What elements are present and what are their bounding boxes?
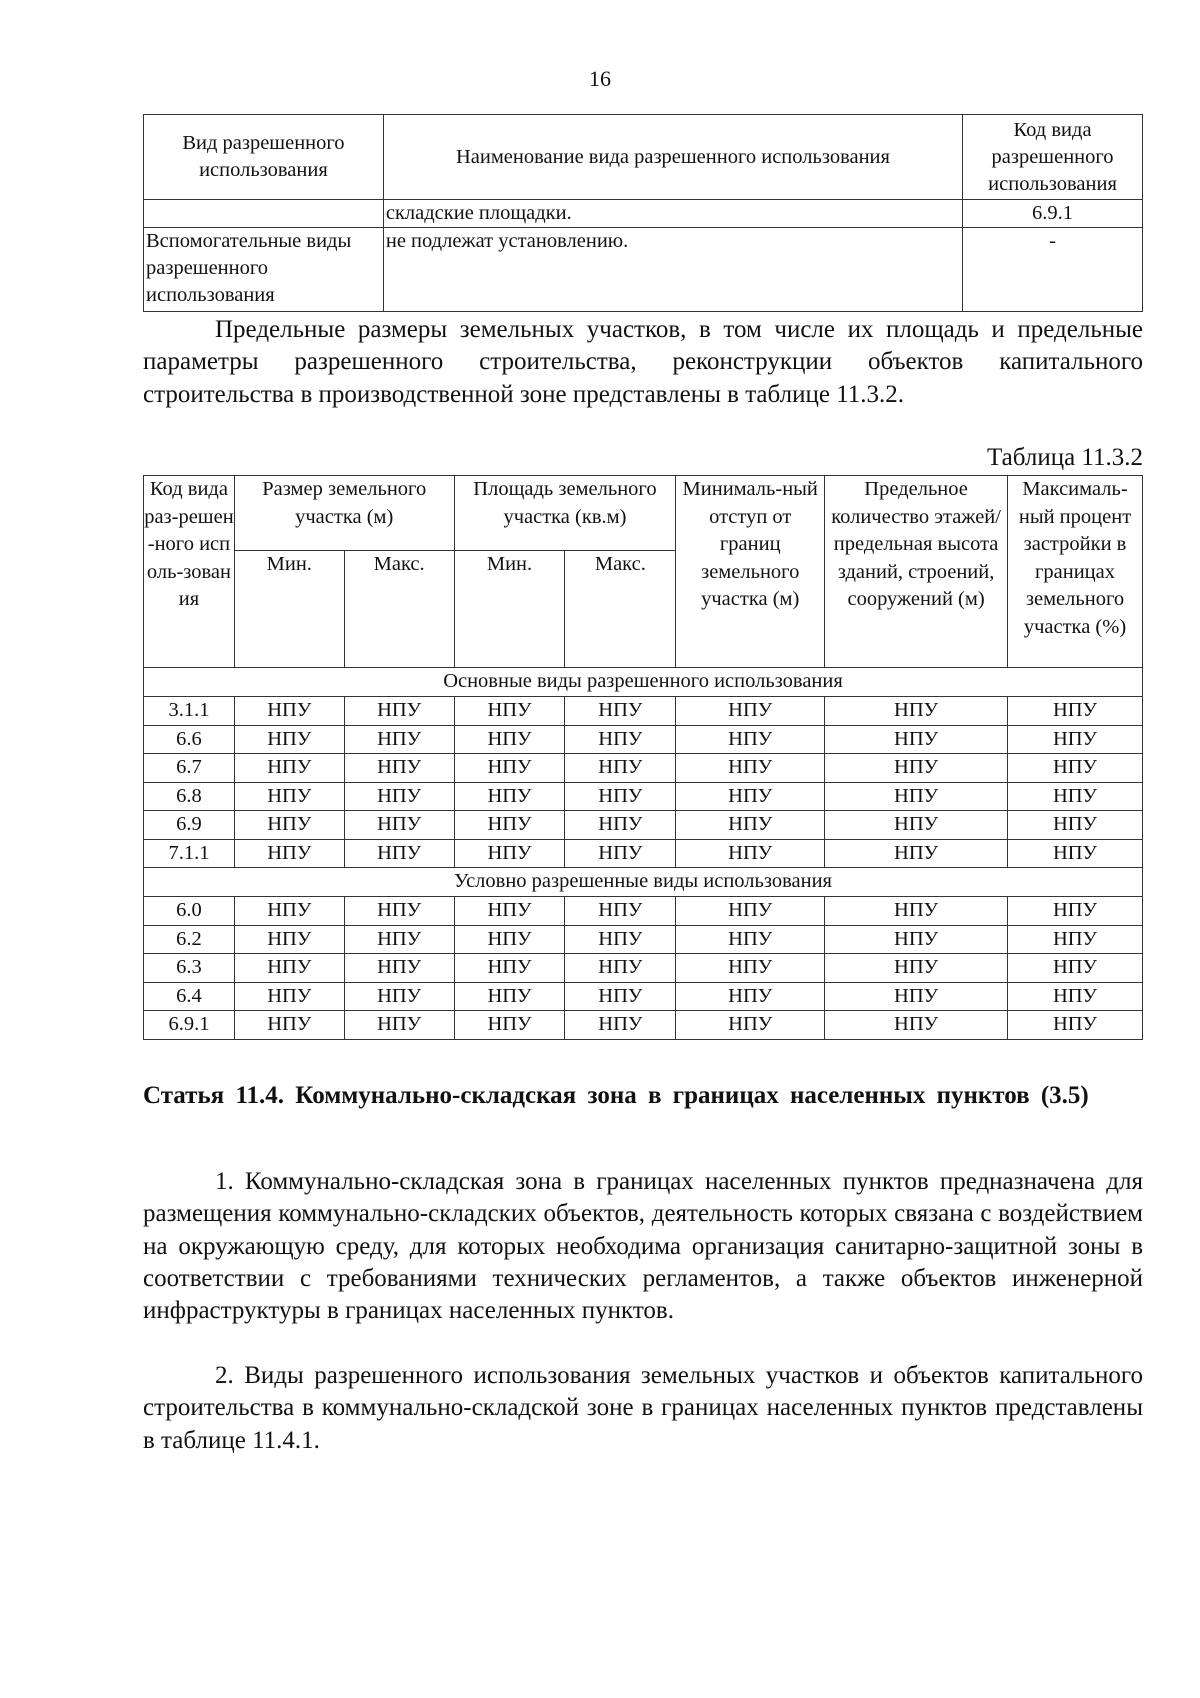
cell: НПУ: [344, 754, 454, 783]
cell: 6.0: [144, 897, 235, 926]
header-plot-size: Размер земельного участка (м): [234, 476, 454, 551]
table-row: [144, 839, 1143, 868]
cell: НПУ: [344, 925, 454, 954]
cell: НПУ: [454, 982, 565, 1011]
cell: НПУ: [234, 782, 344, 811]
cell: НПУ: [565, 954, 676, 983]
cell: НПУ: [1008, 982, 1143, 1011]
table-row: [144, 228, 1143, 312]
cell: 6.2: [144, 925, 235, 954]
cell: НПУ: [565, 782, 676, 811]
cell-name: не подлежат установлению.: [383, 228, 962, 312]
cell: НПУ: [676, 697, 825, 726]
cell: НПУ: [344, 897, 454, 926]
cell: НПУ: [676, 754, 825, 783]
cell: НПУ: [565, 697, 676, 726]
cell: НПУ: [825, 954, 1008, 983]
header-size-max: Макс.: [344, 551, 454, 668]
section-row-main: [144, 668, 1143, 697]
article-title: Статья 11.4. Коммунально-складская зона в границах населенных пунктов (3.5): [143, 1082, 1089, 1109]
cell: НПУ: [565, 839, 676, 868]
cell: НПУ: [344, 1011, 454, 1040]
cell: 6.6: [144, 725, 235, 754]
cell: НПУ: [454, 725, 565, 754]
cell: НПУ: [825, 897, 1008, 926]
cell: 3.1.1: [144, 697, 235, 726]
cell: НПУ: [454, 697, 565, 726]
table-caption: Таблица 11.3.2: [987, 444, 1143, 471]
header-setback: Минималь-ный отступ от границ земельного участка (м): [676, 476, 825, 668]
header-use-code: Код вида разрешенного использования: [963, 115, 1143, 200]
cell: НПУ: [454, 954, 565, 983]
header-area-max: Макс.: [565, 551, 676, 668]
cell: НПУ: [454, 811, 565, 840]
table-row: [144, 982, 1143, 1011]
cell: НПУ: [1008, 954, 1143, 983]
table-row: [144, 754, 1143, 783]
cell: НПУ: [565, 811, 676, 840]
cell: НПУ: [825, 697, 1008, 726]
cell: НПУ: [825, 1011, 1008, 1040]
cell: НПУ: [1008, 782, 1143, 811]
section-row-conditional: [144, 868, 1143, 897]
cell: НПУ: [1008, 754, 1143, 783]
cell: НПУ: [825, 811, 1008, 840]
cell: НПУ: [1008, 697, 1143, 726]
cell: НПУ: [825, 925, 1008, 954]
header-size-min: Мин.: [234, 551, 344, 668]
cell: НПУ: [825, 782, 1008, 811]
paragraph-zone-purpose: 1. Коммунально-складская зона в границах населенных пунктов предназначена для размещения коммунально-складских объектов, деятельность которых связана с воздействием на окружающую среду, для которых необходима организация санитарно-защитной зоны в соответствии с требованиями технических регламентов, а также объектов инженерной инфраструктуры в границах населенных пунктов.: [143, 1168, 1143, 1325]
cell: НПУ: [1008, 1011, 1143, 1040]
cell: НПУ: [825, 982, 1008, 1011]
cell: НПУ: [234, 925, 344, 954]
cell: НПУ: [344, 811, 454, 840]
table-row: [144, 782, 1143, 811]
header-area-min: Мин.: [454, 551, 565, 668]
cell: НПУ: [454, 925, 565, 954]
permitted-use-table: [143, 114, 1143, 312]
cell: НПУ: [676, 982, 825, 1011]
cell: НПУ: [454, 754, 565, 783]
cell: НПУ: [454, 897, 565, 926]
cell: 6.9.1: [144, 1011, 235, 1040]
cell: НПУ: [676, 925, 825, 954]
table-row: [144, 925, 1143, 954]
cell: НПУ: [234, 697, 344, 726]
cell: 6.8: [144, 782, 235, 811]
cell: НПУ: [344, 982, 454, 1011]
header-use-kind: Вид разрешенного использования: [144, 115, 384, 200]
cell: НПУ: [676, 954, 825, 983]
cell: НПУ: [1008, 925, 1143, 954]
cell-kind: [144, 200, 384, 228]
header-coverage: Максималь-ный процент застройки в границах земельного участка (%): [1008, 476, 1143, 668]
cell: 6.4: [144, 982, 235, 1011]
cell: НПУ: [1008, 811, 1143, 840]
cell: НПУ: [825, 754, 1008, 783]
cell: НПУ: [344, 839, 454, 868]
page-number: 16: [589, 66, 611, 91]
cell: НПУ: [565, 897, 676, 926]
paragraph-limits: Предельные размеры земельных участков, в том числе их площадь и предельные параметры разрешенного строительства, реконструкции объектов капитального строительства в производственной зоне представлены в таблице 11.3.2.: [143, 316, 1143, 408]
cell: НПУ: [676, 811, 825, 840]
cell: НПУ: [234, 811, 344, 840]
cell: НПУ: [234, 982, 344, 1011]
table-row: [144, 200, 1143, 228]
table-row: [144, 897, 1143, 926]
cell: 6.9: [144, 811, 235, 840]
cell: НПУ: [676, 725, 825, 754]
cell: НПУ: [1008, 839, 1143, 868]
header-code: Код вида раз-решен-ного исполь-зования: [144, 476, 235, 668]
cell: НПУ: [565, 1011, 676, 1040]
cell: НПУ: [454, 1011, 565, 1040]
section-main-label: Основные виды разрешенного использования: [144, 668, 1143, 697]
cell: НПУ: [234, 725, 344, 754]
cell: НПУ: [234, 839, 344, 868]
cell: НПУ: [676, 1011, 825, 1040]
cell-code: 6.9.1: [963, 200, 1143, 228]
cell: НПУ: [565, 725, 676, 754]
section-conditional-label: Условно разрешенные виды использования: [144, 868, 1143, 897]
cell-kind: Вспомогательные виды разрешенного использования: [144, 228, 384, 312]
cell: НПУ: [344, 725, 454, 754]
table-row: [144, 954, 1143, 983]
cell: НПУ: [234, 954, 344, 983]
cell-code: -: [963, 228, 1143, 312]
cell: 6.3: [144, 954, 235, 983]
cell: НПУ: [676, 897, 825, 926]
cell: НПУ: [825, 725, 1008, 754]
cell: НПУ: [1008, 725, 1143, 754]
header-plot-area: Площадь земельного участка (кв.м): [454, 476, 676, 551]
cell: НПУ: [234, 1011, 344, 1040]
cell: НПУ: [234, 754, 344, 783]
cell: НПУ: [1008, 897, 1143, 926]
table-row: [144, 697, 1143, 726]
cell: НПУ: [454, 782, 565, 811]
cell: НПУ: [565, 754, 676, 783]
cell: 6.7: [144, 754, 235, 783]
cell: НПУ: [344, 954, 454, 983]
cell: НПУ: [565, 925, 676, 954]
cell: НПУ: [825, 839, 1008, 868]
header-floors: Предельное количество этажей/ предельная высота зданий, строений, сооружений (м): [825, 476, 1008, 668]
cell: НПУ: [234, 897, 344, 926]
header-use-name: Наименование вида разрешенного использования: [383, 115, 962, 200]
cell: НПУ: [565, 982, 676, 1011]
cell: НПУ: [454, 839, 565, 868]
cell: НПУ: [344, 782, 454, 811]
paragraph-zone-uses: 2. Виды разрешенного использования земельных участков и объектов капитального строительства в коммунально-складской зоне в границах населенных пунктов представлены в таблице 11.4.1.: [143, 1362, 1143, 1454]
table-row: [144, 1011, 1143, 1040]
cell-name: складские площадки.: [383, 200, 962, 228]
cell: НПУ: [676, 839, 825, 868]
table-row: [144, 811, 1143, 840]
parameters-table: [143, 475, 1143, 1040]
cell: 7.1.1: [144, 839, 235, 868]
cell: НПУ: [676, 782, 825, 811]
cell: НПУ: [344, 697, 454, 726]
table-row: [144, 725, 1143, 754]
